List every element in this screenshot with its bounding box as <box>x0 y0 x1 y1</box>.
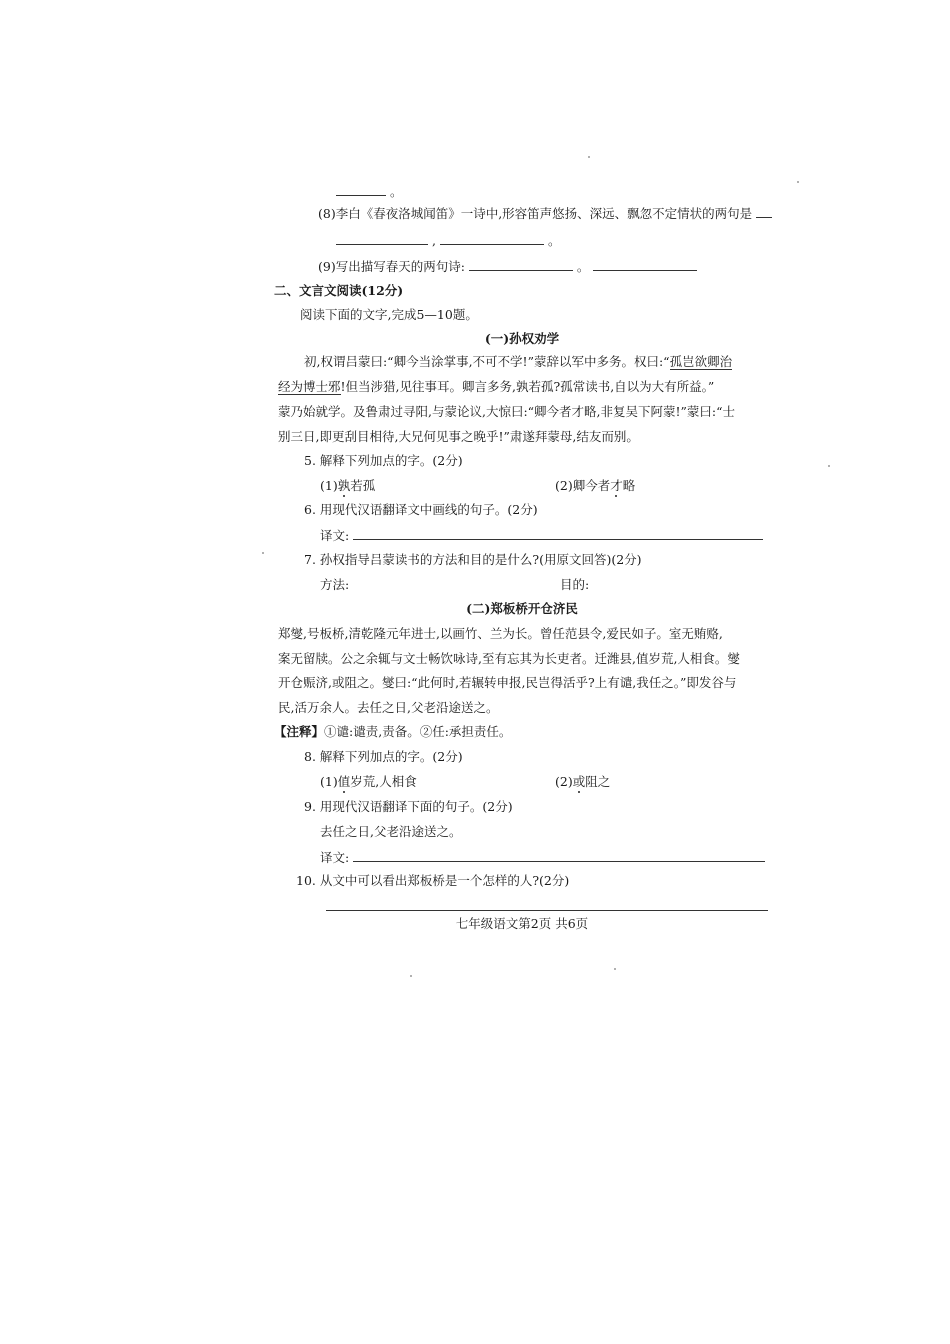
passage-text: !但当涉猎,见往事耳。卿言多务,孰若孤?孤常读书,自以为大有所益。” <box>340 379 715 394</box>
answer-blank-1[interactable] <box>469 258 573 271</box>
answer-blank[interactable] <box>353 849 765 862</box>
question-6-answer <box>320 527 763 544</box>
passage-2-title: (二)郑板桥开仓济民 <box>466 601 578 616</box>
question-8 <box>318 205 772 222</box>
scan-speck <box>828 465 830 467</box>
separator: 。 <box>576 259 590 274</box>
passage-2-line-4: 民,活万余人。去任之日,父老沿途送之。 <box>278 700 499 715</box>
passage-2-line-1: 郑燮,号板桥,清乾隆元年进士,以画竹、兰为长。曾任范县令,爱民如子。室无贿赂, <box>278 626 723 641</box>
answer-blank-2[interactable] <box>440 232 544 245</box>
question-6: 6. 用现代汉语翻译文中画线的句子。(2分) <box>304 502 538 517</box>
passage-1-title: (一)孙权劝学 <box>484 331 560 346</box>
notes <box>274 724 511 740</box>
underlined-sentence: 经为博士邪 <box>278 379 341 394</box>
answer-line[interactable] <box>326 910 768 911</box>
passage-1-line-4: 别三日,即更刮目相待,大兄何见事之晚乎!”肃遂拜蒙母,结友而别。 <box>278 429 639 444</box>
answer-blank-1[interactable] <box>336 232 428 245</box>
answer-blank[interactable] <box>353 527 763 540</box>
scan-speck <box>262 552 264 554</box>
page-footer: 七年级语文第2页 共6页 <box>455 916 589 931</box>
passage-1-line-3: 蒙乃始就学。及鲁肃过寻阳,与蒙论议,大惊曰:“卿今者才略,非复吴下阿蒙!”蒙曰:“士 <box>278 404 736 419</box>
question-9b-answer <box>320 849 765 866</box>
question-8b-item-1: (1)值岁荒,人相食 <box>320 774 417 789</box>
period: 。 <box>547 233 561 248</box>
section-instruction: 阅读下面的文字,完成5—10题。 <box>300 307 478 322</box>
scan-speck <box>797 181 799 183</box>
passage-2-line-2: 案无留牍。公之余辄与文士畅饮咏诗,至有忘其为长吏者。迁潍县,值岁荒,人相食。燮 <box>278 651 740 666</box>
section-heading: 二、文言文阅读(12分) <box>274 283 404 298</box>
question-8-text: (8)李白《春夜洛城闻笛》一诗中,形容笛声悠扬、深远、飘忽不定情状的两句是 <box>318 206 753 221</box>
question-9 <box>318 258 697 275</box>
scan-speck <box>410 975 412 977</box>
question-9b-sentence: 去任之日,父老沿途送之。 <box>320 824 462 839</box>
question-8b-item-2: (2)或阻之 <box>555 774 611 789</box>
question-7: 7. 孙权指导吕蒙读书的方法和目的是什么?(用原文回答)(2分) <box>304 552 642 567</box>
comma: , <box>431 233 436 248</box>
question-10: 10. 从文中可以看出郑板桥是一个怎样的人?(2分) <box>296 873 570 888</box>
question-7-method: 方法: <box>320 577 350 592</box>
question-8-answer-line <box>336 232 560 249</box>
question-5-item-1: (1)孰若孤 <box>320 478 376 493</box>
passage-2-line-3: 开仓赈济,或阻之。燮曰:“此何时,若辗转申报,民岂得活乎?上有谴,我任之。”即发谷与 <box>278 675 737 690</box>
translation-label: 译文: <box>320 528 350 543</box>
passage-1-line-2 <box>278 379 714 395</box>
underlined-sentence: 孤岂欲卿治 <box>669 354 733 369</box>
period: 。 <box>389 184 403 199</box>
answer-blank-2[interactable] <box>593 258 697 271</box>
notes-label: 【注释】 <box>274 724 325 739</box>
translation-label: 译文: <box>320 850 350 865</box>
notes-text: ①谴:谴责,责备。②任:承担责任。 <box>324 724 512 739</box>
q7-answer-blank <box>336 183 403 200</box>
question-9b: 9. 用现代汉语翻译下面的句子。(2分) <box>304 799 513 814</box>
scan-speck <box>588 156 590 158</box>
answer-blank[interactable] <box>756 205 772 218</box>
passage-1-line-1 <box>304 354 732 370</box>
question-9-text: (9)写出描写春天的两句诗: <box>318 259 465 274</box>
answer-blank[interactable] <box>336 183 386 196</box>
scan-speck <box>614 968 616 970</box>
question-8b: 8. 解释下列加点的字。(2分) <box>304 749 463 764</box>
passage-text: 初,权谓吕蒙曰:“卿今当涂掌事,不可不学!”蒙辞以军中多务。权曰:“ <box>304 354 670 369</box>
question-5: 5. 解释下列加点的字。(2分) <box>304 453 463 468</box>
question-7-purpose: 目的: <box>560 577 590 592</box>
question-5-item-2: (2)卿今者才略 <box>555 478 636 493</box>
